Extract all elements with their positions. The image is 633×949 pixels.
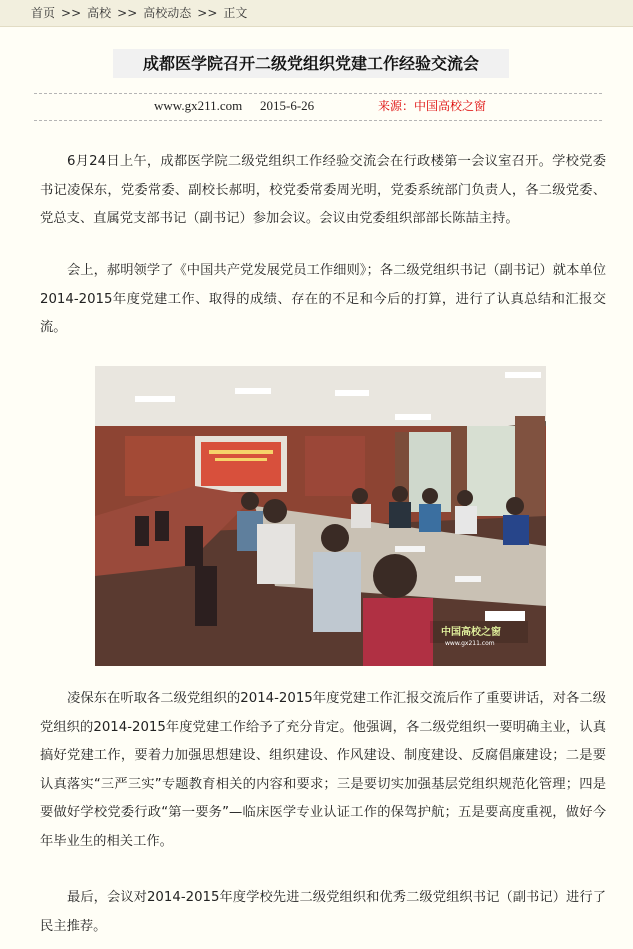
article-site: www.gx211.com <box>154 98 243 113</box>
photo-watermark: 中国高校之窗 <box>441 627 501 638</box>
article-date: 2015-6-26 <box>260 98 315 113</box>
article-paragraph: 会上，郝明领学了《中国共产党发展党员工作细则》；各二级党组织书记（副书记）就本单位2014-2015年度党建工作、取得的成绩、存在的不足和今后的打算，进行了认真总结和汇报交流。 <box>40 263 606 335</box>
breadcrumb-home-link[interactable]: 首页 <box>31 6 56 20</box>
meta-bottom-divider <box>34 120 602 121</box>
article-paragraph: 6月24日上午，成都医学院二级党组织工作经验交流会在行政楼第一会议室召开。学校党委书记凌保东，党委常委、副校长郝明，校党委常委周光明，党委系统部门负责人，各二级党委、党总支、直属党支部书记（副书记）参加会议。会议由党委组织部部长陈喆主持。 <box>40 154 606 226</box>
photo-watermark-url: www.gx211.com <box>445 640 495 647</box>
breadcrumb <box>0 0 633 27</box>
article-photo <box>95 366 546 666</box>
breadcrumb-separator: >> <box>197 6 218 20</box>
article-title: 成都医学院召开二级党组织党建工作经验交流会 <box>113 49 509 78</box>
breadcrumb-news-link[interactable]: 高校动态 <box>143 6 192 20</box>
breadcrumb-current: 正文 <box>223 6 248 20</box>
breadcrumb-gaoxiao-link[interactable]: 高校 <box>87 6 112 20</box>
breadcrumb-separator: >> <box>117 6 138 20</box>
meta-top-divider <box>34 93 602 94</box>
breadcrumb-separator: >> <box>61 6 82 20</box>
article-source: 来源：中国高校之窗 <box>378 99 487 113</box>
article-paragraph: 凌保东在听取各二级党组织的2014-2015年度党建工作汇报交流后作了重要讲话，对各二级党组织的2014-2015年度党建工作给予了充分肯定。他强调，各二级党组织一要明确主业，认真搞好党建工作，要着力加强思想建设、组织建设、作风建设、制度建设、反腐倡廉建设；二是要认真落实“三严三实”专题教育相关的内容和要求；三是要切实加强基层党组织规范化管理；四是要做好学校党委行政“第一要务”—临床医学专业认证工作的保驾护航；五是要高度重视，做好今年毕业生的相关工作。 <box>40 691 606 849</box>
article-meta <box>34 96 602 116</box>
article-paragraph: 最后，会议对2014-2015年度学校先进二级党组织和优秀二级党组织书记（副书记）进行了民主推荐。 <box>40 890 606 934</box>
